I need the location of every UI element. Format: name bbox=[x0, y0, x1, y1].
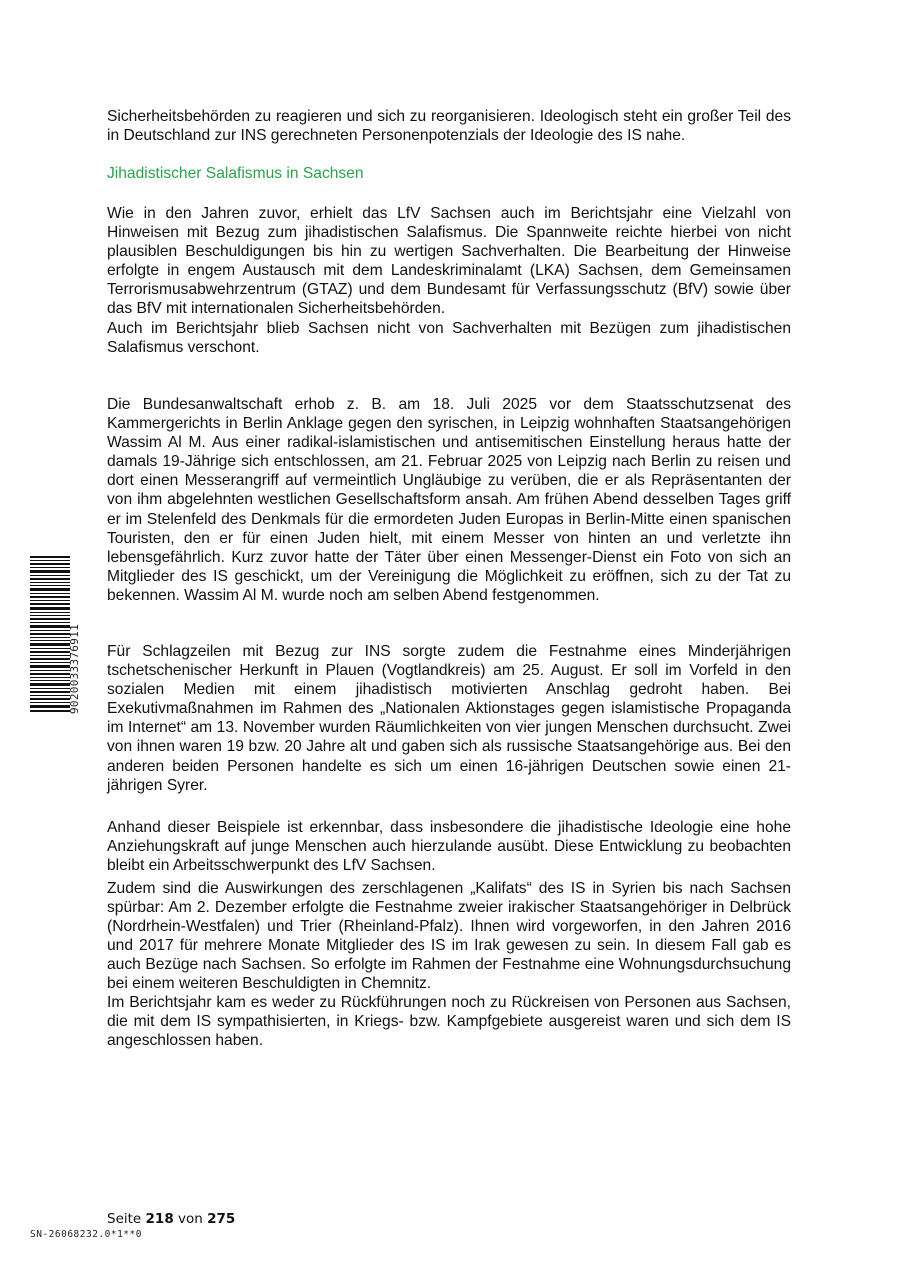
page-footer bbox=[107, 1211, 235, 1227]
barcode-image bbox=[28, 556, 72, 714]
intro-paragraph: Sicherheitsbehörden zu reagieren und sich zu reorganisieren. Ideologisch steht ein großer Teil des in Deutschland zur INS gerechneten Personenpotenzials der Ideologie des IS nahe. bbox=[107, 108, 791, 145]
paragraph-hinweise: Wie in den Jahren zuvor, erhielt das LfV Sachsen auch im Berichtsjahr eine Vielzahl von Hinweisen mit Bezug zum jihadistischen Salafismus. Die Spannweite reichte hierbei von nicht plausiblen Beschuldigungen bis hin zu wertigen Sachverhalten. Die Bearbeitung der Hinweise erfolgte in engem Austausch mit dem Landeskriminalamt (LKA) Sachsen, dem Gemeinsamen Terrorismusabwehrzentrum (GTAZ) und dem Bundesamt für Verfassungsschutz (BfV) sowie über das BfV mit internationalen Sicherheitsbehörden. bbox=[107, 205, 791, 318]
paragraph-plauen: Für Schlagzeilen mit Bezug zur INS sorgte zudem die Festnahme eines Minderjährigen tschetschenischer Herkunft in Plauen (Vogtlandkreis) am 25. August. Er soll im Vorfeld in den sozialen Medien mit einem jihadistisch motivierten Anschlag gedroht haben. Bei Exekutivmaßnahmen im Rahmen des „Nationalen Aktionstages gegen islamistische Propaganda im Internet“ am 13. November wurden Räumlichkeiten von vier jungen Menschen durchsucht. Zwei von ihnen waren 19 bzw. 20 Jahre alt und gaben sich als russische Staatsangehörige aus. Bei den anderen beiden Personen handelte es sich um einen 16-jährigen Deutschen sowie einen 21-jährigen Syrer. bbox=[107, 643, 791, 794]
footer-mid: von bbox=[173, 1211, 208, 1227]
footer-page-number: 218 bbox=[145, 1211, 174, 1227]
footer-page-total: 275 bbox=[207, 1211, 236, 1227]
paragraph-verschont: Auch im Berichtsjahr blieb Sachsen nicht von Sachverhalten mit Bezügen zum jihadistischen Salafismus verschont. bbox=[107, 320, 791, 357]
paragraph-beispiele: Anhand dieser Beispiele ist erkennbar, dass insbesondere die jihadistische Ideologie eine hohe Anziehungskraft auf junge Menschen auch hierzulande ausübt. Diese Entwicklung zu beobachten bleibt ein Arbeitsschwerpunkt des LfV Sachsen. bbox=[107, 819, 791, 875]
paragraph-bundesanwaltschaft: Die Bundesanwaltschaft erhob z. B. am 18. Juli 2025 vor dem Staatsschutzsenat des Kammergerichts in Berlin Anklage gegen den syrischen, in Leipzig wohnhaften Staatsangehörigen Wassim Al M. Aus einer radikal-islamistischen und antisemitischen Einstellung heraus hatte der damals 19-Jährige sich entschlossen, am 21. Februar 2025 von Leipzig nach Berlin zu reisen und dort einen Messerangriff auf vermeintlich Ungläubige zu verüben, die er als Repräsentanten der von ihm abgelehnten westlichen Gesellschaftsform ansah. Am frühen Abend desselben Tages griff er im Stelenfeld des Denkmals für die ermordeten Juden Europas in Berlin-Mitte einen spanischen Touristen, den er für einen Juden hielt, mit einem Messer von hinten an und verletzte ihn lebensgefährlich. Kurz zuvor hatte der Täter über einen Messenger-Dienst ein Foto von sich an Mitglieder des IS geschickt, um der Vereinigung die Möglichkeit zu eröffnen, sich zu der Tat zu bekennen. Wassim Al M. wurde noch am selben Abend festgenommen. bbox=[107, 396, 791, 604]
document-id: SN-26068232.0*1**0 bbox=[30, 1229, 142, 1240]
paragraph-kalifat: Zudem sind die Auswirkungen des zerschlagenen „Kalifats“ des IS in Syrien bis nach Sachsen spürbar: Am 2. Dezember erfolgte die Festnahme zweier irakischer Staatsangehöriger in Delbrück (Nordrhein-Westfalen) und Trier (Rheinland-Pfalz). Ihnen wird vorgeworfen, in den Jahren 2016 und 2017 für mehrere Monate Mitglieder des IS im Irak gewesen zu sein. In diesem Fall gab es auch Bezüge nach Sachsen. So erfolgte im Rahmen der Festnahme eine Wohnungsdurchsuchung bei einem weiteren Beschuldigten in Chemnitz. bbox=[107, 880, 791, 993]
footer-prefix: Seite bbox=[107, 1211, 146, 1227]
section-heading: Jihadistischer Salafismus in Sachsen bbox=[107, 165, 364, 182]
barcode-digits: 9020033376911 bbox=[68, 624, 81, 714]
paragraph-rueckfuehrungen: Im Berichtsjahr kam es weder zu Rückführungen noch zu Rückreisen von Personen aus Sachsen, die mit dem IS sympathisierten, in Kriegs- bzw. Kampfgebiete ausgereist waren und sich dem IS angeschlossen haben. bbox=[107, 994, 791, 1050]
